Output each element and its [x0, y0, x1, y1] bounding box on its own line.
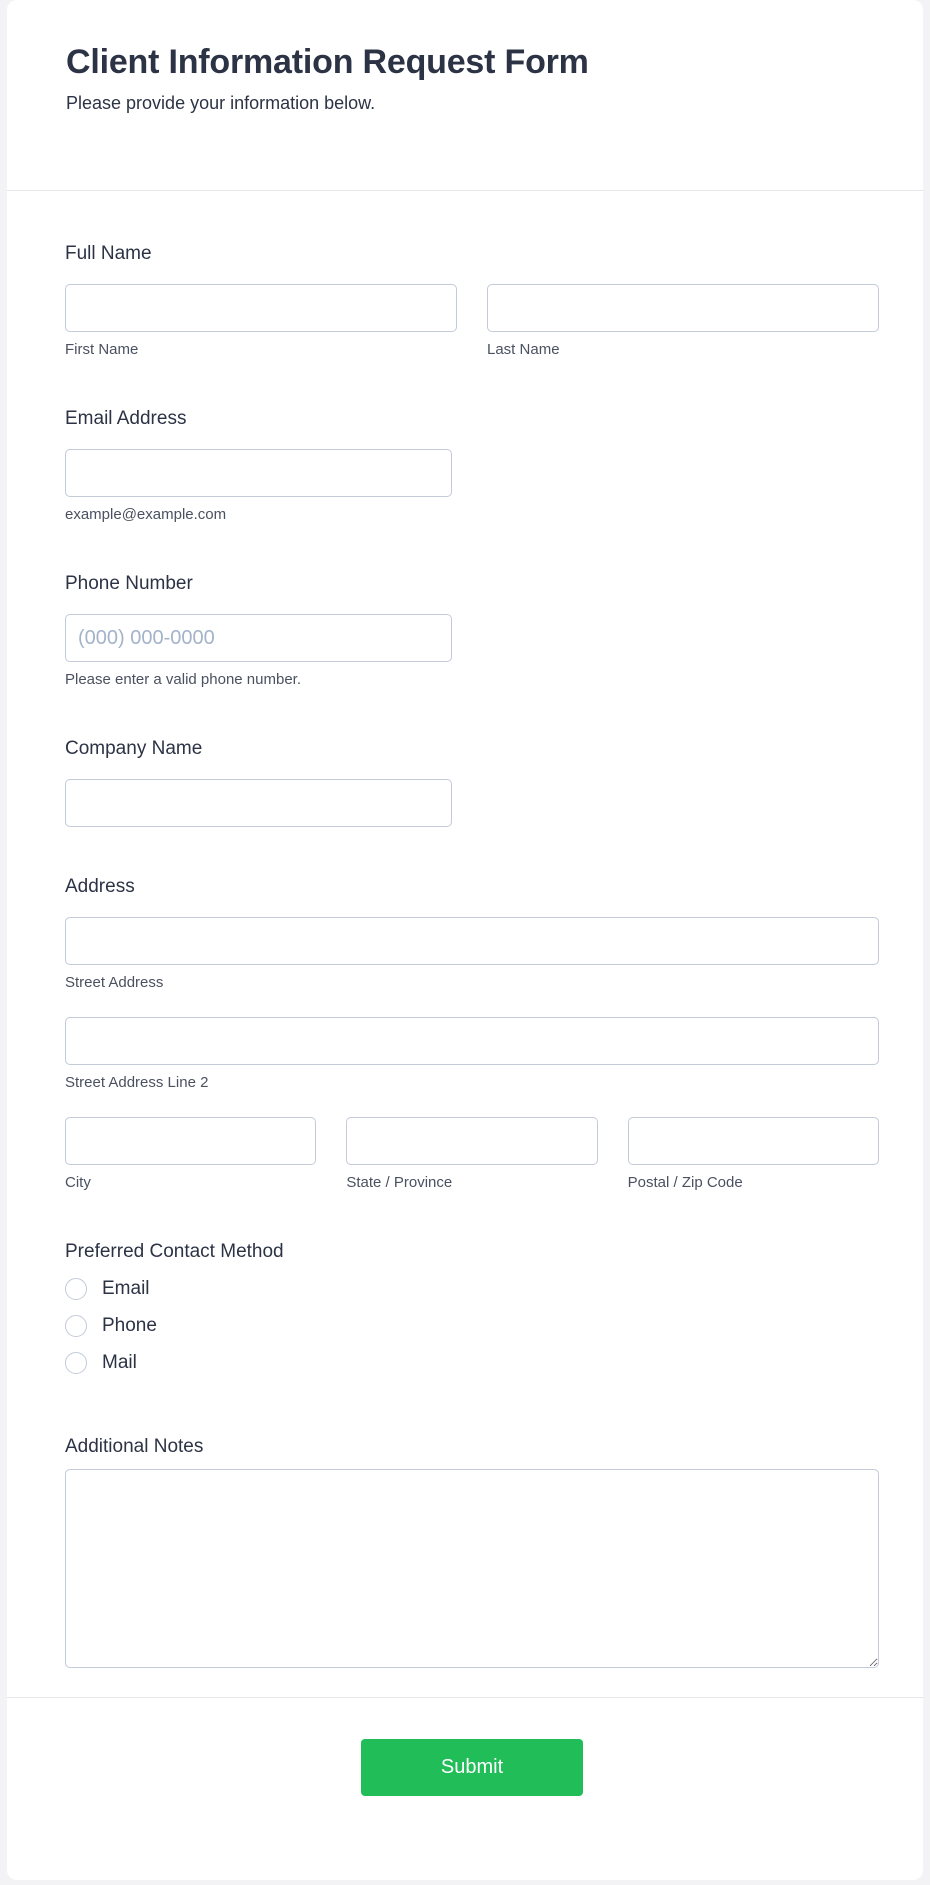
question-additional-notes	[65, 1436, 879, 1668]
first-name-input[interactable]	[65, 284, 457, 332]
city-input[interactable]	[65, 1117, 316, 1165]
additional-notes-textarea[interactable]	[65, 1469, 879, 1668]
company-input[interactable]	[65, 779, 452, 827]
question-phone	[65, 573, 879, 689]
form-body	[7, 191, 923, 1668]
phone-input[interactable]	[65, 614, 452, 662]
last-name-input[interactable]	[487, 284, 879, 332]
phone-label: Phone Number	[65, 573, 193, 594]
radio-option-mail[interactable]	[65, 1352, 879, 1374]
postal-input[interactable]	[628, 1117, 879, 1165]
address-label: Address	[65, 876, 135, 897]
submit-button[interactable]: Submit	[361, 1739, 583, 1796]
street-address-input[interactable]	[65, 917, 879, 965]
form-card	[7, 0, 923, 1880]
email-label: Email Address	[65, 408, 187, 429]
company-label: Company Name	[65, 738, 203, 759]
email-helper: example@example.com	[65, 506, 227, 523]
contact-method-options	[65, 1278, 879, 1374]
contact-method-label: Preferred Contact Method	[65, 1241, 284, 1262]
first-name-sublabel: First Name	[65, 341, 139, 358]
radio-option-email[interactable]	[65, 1278, 879, 1300]
form-header	[7, 0, 923, 191]
radio-option-phone[interactable]	[65, 1315, 879, 1337]
mail-radio-label: Mail	[102, 1352, 137, 1373]
postal-sublabel: Postal / Zip Code	[627, 1174, 743, 1191]
state-input[interactable]	[346, 1117, 597, 1165]
question-address	[65, 876, 879, 1192]
question-contact-method	[65, 1241, 879, 1374]
state-sublabel: State / Province	[346, 1174, 453, 1191]
email-input[interactable]	[65, 449, 452, 497]
phone-radio[interactable]	[65, 1315, 87, 1337]
email-radio[interactable]	[65, 1278, 87, 1300]
last-name-sublabel: Last Name	[487, 341, 560, 358]
question-full-name	[65, 243, 879, 359]
street-address-line2-input[interactable]	[65, 1017, 879, 1065]
question-email	[65, 408, 879, 524]
street-address-sublabel: Street Address	[65, 974, 164, 991]
question-company	[65, 738, 879, 827]
mail-radio[interactable]	[65, 1352, 87, 1374]
phone-helper: Please enter a valid phone number.	[65, 671, 301, 688]
street-address-line2-sublabel: Street Address Line 2	[65, 1074, 209, 1091]
form-footer	[7, 1697, 923, 1841]
form-title: Client Information Request Form	[66, 43, 589, 81]
city-sublabel: City	[65, 1174, 91, 1191]
email-radio-label: Email	[102, 1278, 150, 1299]
form-subtitle: Please provide your information below.	[66, 93, 376, 113]
phone-radio-label: Phone	[102, 1315, 157, 1336]
full-name-label: Full Name	[65, 243, 152, 264]
additional-notes-label: Additional Notes	[65, 1436, 204, 1457]
